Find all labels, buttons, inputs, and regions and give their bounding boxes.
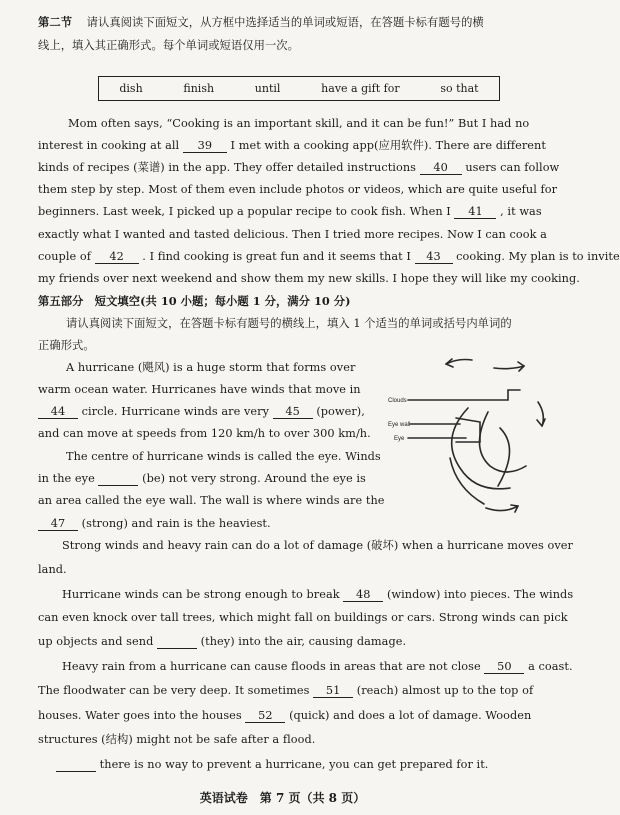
answer-blank-39[interactable]: 39 <box>183 139 227 153</box>
passage5-line: an area called the eye wall. The wall is where winds are the <box>38 494 385 507</box>
spiral-band <box>450 458 484 504</box>
word-option: until <box>254 82 281 95</box>
word-bank-box <box>98 76 500 101</box>
section2-instruction-line2: 线上，填入其正确形式。每个单词或短语仅用一次。 <box>38 39 299 52</box>
section2-instruction-line1: 第二节 请认真阅读下面短文，从方框中选择适当的单词或短语，在答题卡标有题号的横 <box>38 15 484 29</box>
passage5-line: and can move at speeds from 120 km/h to over 300 km/h. <box>38 427 371 440</box>
passage2-line: my friends over next weekend and show them my new skills. I hope they will like my cooking. <box>38 272 580 285</box>
passage5-line: up objects and send (they) into the air, causing damage. <box>38 635 407 648</box>
answer-blank-49[interactable] <box>157 635 197 649</box>
section5-instruction-line1: 请认真阅读下面短文，在答题卡标有题号的横线上，填入 1 个适当的单词或括号内单词的 <box>66 317 512 330</box>
passage2-line: interest in cooking at all 39 I met with a cooking app(应用软件). There are different <box>38 139 546 152</box>
passage5-line: 44 circle. Hurricane winds are very 45 (power), <box>38 404 383 420</box>
answer-blank-44[interactable]: 44 <box>38 405 78 419</box>
answer-blank-40[interactable]: 40 <box>420 161 462 175</box>
word-option: finish <box>183 82 215 95</box>
passage2-line: couple of 42 . I find cooking is great fun and it seems that I 43 cooking. My plan is to invite <box>38 250 620 263</box>
clouds-pointer-line <box>408 390 520 400</box>
word-option: have a gift for <box>321 82 400 95</box>
label-eye: Eye <box>394 436 405 442</box>
section5-heading: 第五部分 短文填空(共 10 小题；每小题 1 分，满分 10 分) <box>38 294 351 308</box>
passage2-line: them step by step. Most of them even include photos or videos, which are quite useful for <box>38 183 558 196</box>
passage2-line: exactly what I wanted and tasted delicious. Then I tried more recipes. Now I can cook a <box>38 228 547 241</box>
passage5-line: The floodwater can be very deep. It sometimes 51 (reach) almost up to the top of <box>38 684 534 697</box>
passage5-line: Strong winds and heavy rain can do a lot of damage (破坏) when a hurricane moves over <box>62 539 573 552</box>
passage2-line: beginners. Last week, I picked up a popular recipe to cook fish. When I 41 , it was <box>38 205 542 218</box>
answer-blank-45[interactable]: 45 <box>273 405 313 419</box>
answer-blank-48[interactable]: 48 <box>343 588 383 602</box>
spiral-band <box>498 428 510 486</box>
passage5-line: houses. Water goes into the houses 52 (quick) and does a lot of damage. Wooden <box>38 709 532 722</box>
answer-blank-42[interactable]: 42 <box>95 250 139 264</box>
answer-blank-46[interactable] <box>98 472 138 486</box>
passage5-line: Heavy rain from a hurricane can cause floods in areas that are not close 50 a coast. <box>62 660 573 673</box>
passage5-line: there is no way to prevent a hurricane, you can get prepared for it. <box>56 757 548 773</box>
answer-blank-51[interactable]: 51 <box>313 684 353 698</box>
arrowhead <box>537 419 545 426</box>
answer-blank-53[interactable] <box>56 758 96 772</box>
answer-blank-50[interactable]: 50 <box>484 660 524 674</box>
answer-blank-41[interactable]: 41 <box>454 205 496 219</box>
passage5-line: Hurricane winds can be strong enough to break 48 (window) into pieces. The winds <box>62 588 574 601</box>
passage2-line: kinds of recipes (菜谱) in the app. They offer detailed instructions 40 users can follow <box>38 161 560 174</box>
page-footer: 英语试卷 第 7 页（共 8 页） <box>199 791 366 805</box>
passage5-line: land. <box>38 563 67 576</box>
label-clouds: Clouds <box>388 398 407 404</box>
section2-heading: 第二节 <box>38 15 73 29</box>
wind-arrow-bottom <box>486 506 518 511</box>
passage5-line: structures (结构) might not be safe after a flood. <box>38 733 316 746</box>
passage5-line: can even knock over tall trees, which might fall on buildings or cars. Strong winds can pick <box>38 611 568 624</box>
passage5-line: A hurricane (飓风) is a huge storm that forms over <box>66 361 356 374</box>
passage5-line: 47 (strong) and rain is the heaviest. <box>38 516 383 532</box>
answer-blank-52[interactable]: 52 <box>245 709 285 723</box>
wind-arrow-top-right <box>494 366 524 369</box>
passage2-line: Mom often says, “Cooking is an important skill, and it can be fun!” But I had no <box>68 117 530 130</box>
hurricane-diagram <box>380 348 555 523</box>
answer-blank-43[interactable]: 43 <box>415 250 453 264</box>
passage5-line: in the eye (be) not very strong. Around the eye is <box>38 472 366 485</box>
passage5-line: The centre of hurricane winds is called the eye. Winds <box>66 450 381 463</box>
passage5-line: warm ocean water. Hurricanes have winds that move in <box>38 383 361 396</box>
section5-instruction-line2: 正确形式。 <box>38 339 95 352</box>
word-option: dish <box>119 82 143 95</box>
spiral-band <box>479 412 526 472</box>
word-option: so that <box>440 82 479 95</box>
label-eye-wall: Eye wall <box>388 422 411 428</box>
answer-blank-47[interactable]: 47 <box>38 517 78 531</box>
